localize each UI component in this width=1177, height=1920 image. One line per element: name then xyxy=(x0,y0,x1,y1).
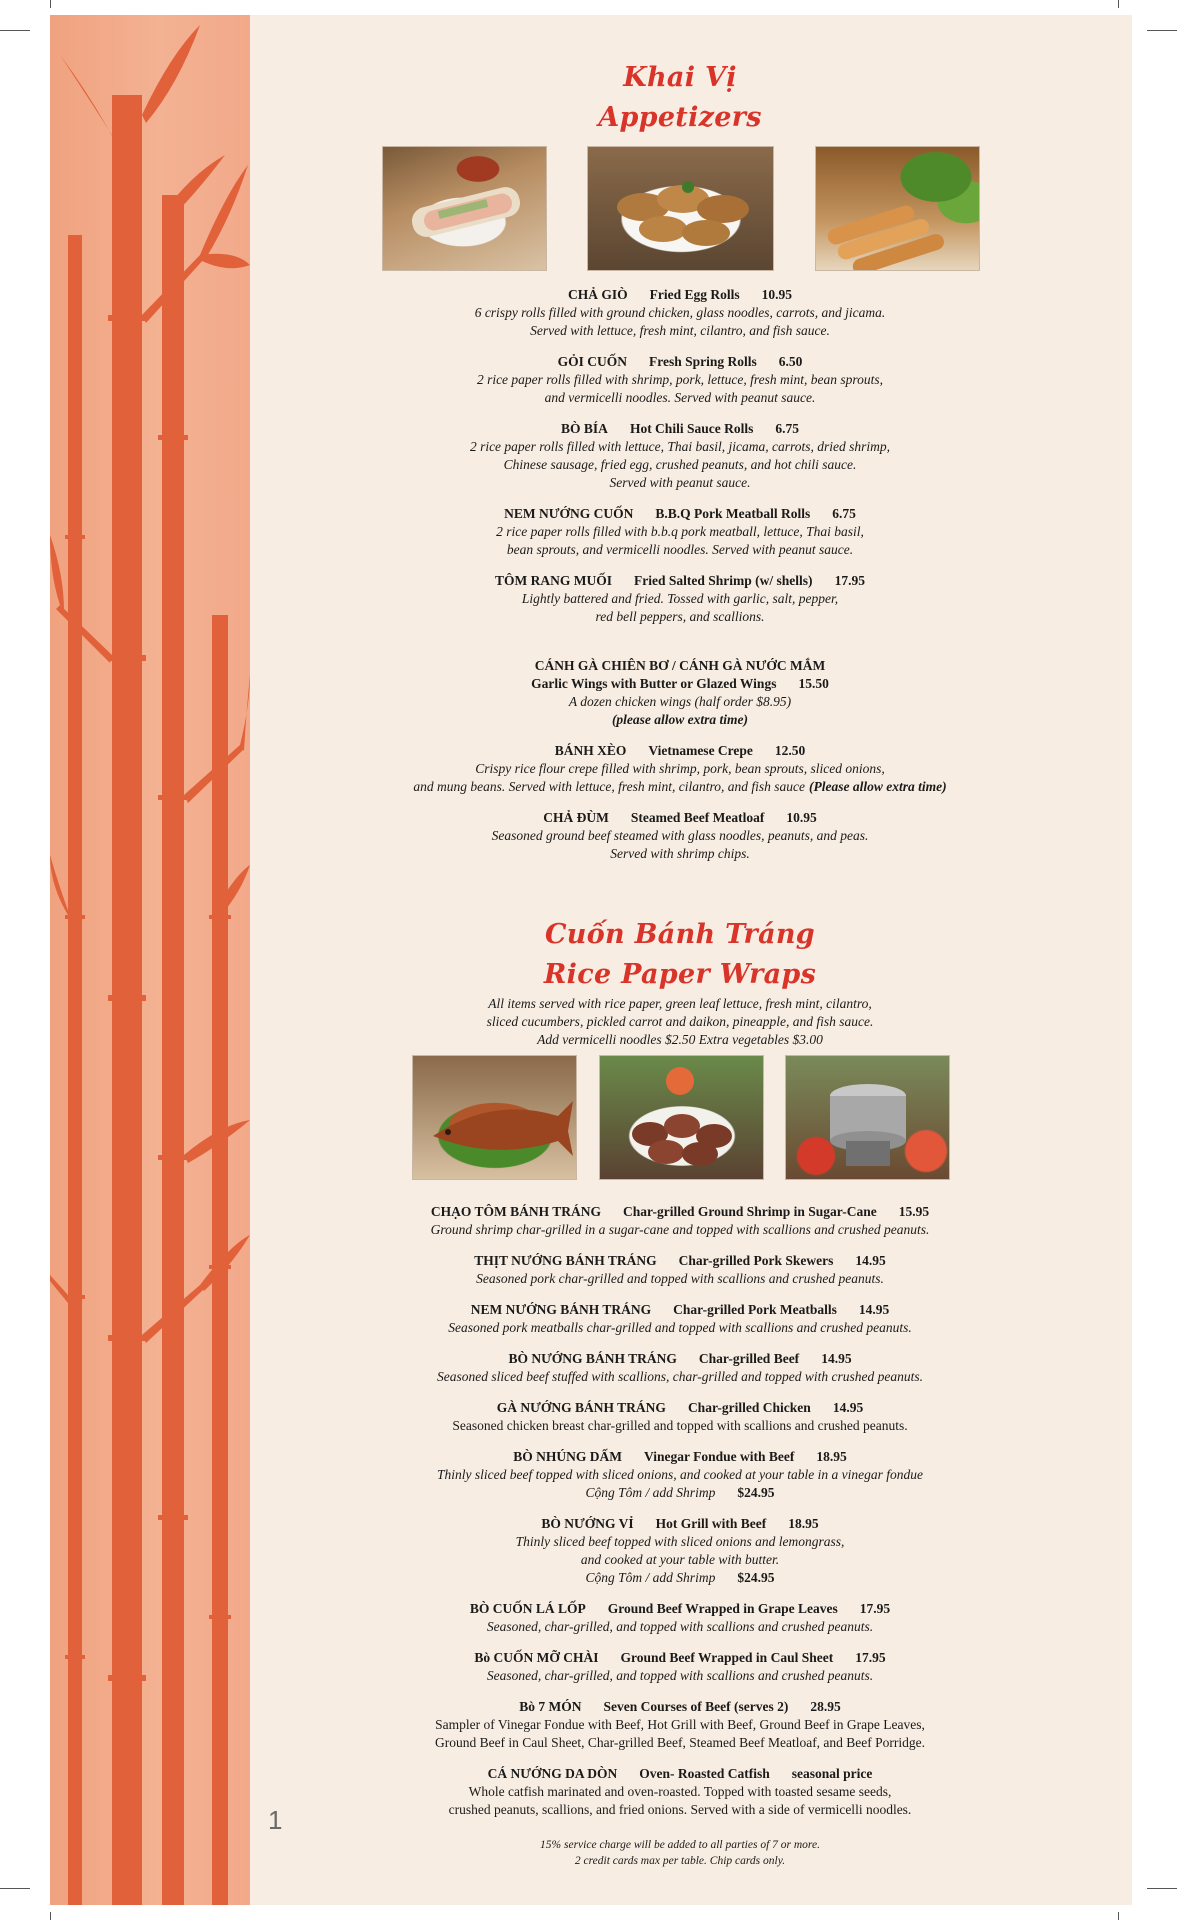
crop-mark xyxy=(1118,0,1119,8)
menu-item-heading xyxy=(250,1350,1110,1368)
menu-item-name-en: Char-grilled Pork Skewers xyxy=(678,1253,834,1268)
menu-item-description: bean sprouts, and vermicelli noodles. Served with peanut sauce. xyxy=(506,542,854,557)
appetizers-title-vi: Khai Vị xyxy=(623,62,737,93)
crop-mark xyxy=(1118,1912,1119,1920)
menu-item-name-vi: CÁ NƯỚNG DA DÒN xyxy=(487,1766,618,1781)
bamboo-icon xyxy=(50,15,250,1905)
addon-price: $24.95 xyxy=(737,1485,775,1500)
menu-item xyxy=(250,420,1110,492)
menu-item-description: A dozen chicken wings (half order $8.95) xyxy=(568,694,792,709)
beef-rolls-photo xyxy=(599,1055,764,1180)
menu-item xyxy=(250,1765,1110,1819)
page-number: 1 xyxy=(268,1805,283,1835)
menu-item-description: Sampler of Vinegar Fondue with Beef, Hot Grill with Beef, Ground Beef in Grape Leaves, xyxy=(435,1717,925,1732)
menu-item-heading xyxy=(250,1765,1110,1783)
menu-item-name-en: Hot Chili Sauce Rolls xyxy=(629,421,754,436)
menu-item-description: red bell peppers, and scallions. xyxy=(595,609,765,624)
menu-item-name-en: Char-grilled Beef xyxy=(698,1351,800,1366)
menu-item-heading xyxy=(250,1600,1110,1618)
menu-item-description: Seasoned ground beef steamed with glass noodles, peanuts, and peas. xyxy=(491,828,869,843)
menu-item-name-vi: TÔM RANG MUỐI xyxy=(495,573,613,588)
fondue-pot-photo xyxy=(785,1055,950,1180)
bamboo-decoration xyxy=(50,15,250,1905)
menu-item-description: crushed peanuts, scallions, and fried onions. Served with a side of vermicelli noodles. xyxy=(448,1802,912,1817)
meatballs-icon xyxy=(588,147,774,271)
footer-line: 2 credit cards max per table. Chip cards only. xyxy=(574,1855,786,1867)
menu-item-description: Ground shrimp char-grilled in a sugar-cane and topped with scallions and crushed peanuts. xyxy=(430,1222,930,1237)
menu-item-description: and cooked at your table with butter. xyxy=(580,1552,780,1567)
menu-item-price: 10.95 xyxy=(786,810,817,825)
menu-item xyxy=(250,1698,1110,1752)
menu-item-heading xyxy=(250,286,1110,304)
menu-item-heading xyxy=(250,809,1110,827)
menu-item-name-vi: BÒ NƯỚNG VỈ xyxy=(541,1516,634,1531)
menu-item-name-en: Oven- Roasted Catfish xyxy=(639,1766,770,1781)
menu-item-heading xyxy=(250,505,1110,523)
menu-item-name-vi: BÒ NHÚNG DẤM xyxy=(513,1449,622,1464)
meatball-skewers-photo xyxy=(587,146,774,271)
menu-item-description: Served with lettuce, fresh mint, cilantro, and fish sauce. xyxy=(530,323,830,338)
menu-item-name-vi: CÁNH GÀ CHIÊN BƠ / CÁNH GÀ NƯỚC MẮM xyxy=(534,658,826,673)
menu-item-description-text: and mung beans. Served with lettuce, fresh mint, cilantro, and fish sauce xyxy=(413,779,805,794)
menu-item-name-vi: Bò CUỐN MỠ CHÀI xyxy=(474,1650,599,1665)
menu-item-price: 18.95 xyxy=(788,1516,819,1531)
menu-item xyxy=(250,1515,1110,1587)
menu-item-name-vi: BÒ NƯỚNG BÁNH TRÁNG xyxy=(508,1351,677,1366)
menu-item-description: Seasoned sliced beef stuffed with scallions, char-grilled and topped with crushed peanuts. xyxy=(436,1369,924,1384)
menu-item-price: 17.95 xyxy=(834,573,865,588)
menu-item-price: 14.95 xyxy=(858,1302,890,1317)
menu-item-description: Served with peanut sauce. xyxy=(609,475,751,490)
spring-rolls-photo xyxy=(382,146,547,271)
menu-item-description: Chinese sausage, fried egg, crushed peanuts, and hot chili sauce. xyxy=(503,457,857,472)
menu-item-price: 10.95 xyxy=(761,287,792,302)
menu-item-name-en: Seven Courses of Beef (serves 2) xyxy=(603,1699,789,1714)
menu-item-name-en: Ground Beef Wrapped in Grape Leaves xyxy=(607,1601,838,1616)
menu-item-price: 12.50 xyxy=(774,743,806,758)
menu-item-name-vi: GỎI CUỐN xyxy=(557,354,627,369)
menu-item xyxy=(250,572,1110,626)
menu-item-description: 2 rice paper rolls filled with shrimp, pork, lettuce, fresh mint, bean sprouts, xyxy=(476,372,884,387)
menu-item-price: 17.95 xyxy=(855,1650,886,1665)
menu-item-heading xyxy=(250,420,1110,438)
menu-item-name-en: Hot Grill with Beef xyxy=(655,1516,767,1531)
fondue-pot-icon xyxy=(786,1056,950,1180)
menu-item-heading xyxy=(250,1649,1110,1667)
menu-item xyxy=(250,286,1110,340)
addon-label: Cộng Tôm / add Shrimp xyxy=(585,1570,716,1585)
menu-item-heading xyxy=(250,572,1110,590)
wraps-title-vi: Cuốn Bánh Tráng xyxy=(545,919,815,950)
menu-item-addon xyxy=(250,1484,1110,1502)
menu-item-description: and vermicelli noodles. Served with peanut sauce. xyxy=(544,390,816,405)
menu-item-description: Seasoned, char-grilled, and topped with scallions and crushed peanuts. xyxy=(486,1619,874,1634)
menu-item-heading xyxy=(250,742,1110,760)
crop-mark xyxy=(50,0,51,8)
crop-mark xyxy=(1147,30,1177,31)
egg-rolls-photo xyxy=(815,146,980,271)
menu-item-name-en: Fresh Spring Rolls xyxy=(648,354,757,369)
menu-item xyxy=(250,505,1110,559)
menu-item-name-vi: BÒ CUỐN LÁ LỐP xyxy=(469,1601,586,1616)
menu-item-description: Served with shrimp chips. xyxy=(610,846,750,861)
menu-item-description: Thinly sliced beef topped with sliced onions and lemongrass, xyxy=(515,1534,845,1549)
menu-content xyxy=(250,15,1132,1905)
menu-item-heading xyxy=(250,1399,1110,1417)
menu-item-addon xyxy=(250,1569,1110,1587)
menu-item-name-vi: CHẢ GIÒ xyxy=(567,287,628,302)
menu-item-description: Thinly sliced beef topped with sliced onions, and cooked at your table in a vinegar fondue xyxy=(437,1467,923,1482)
grilled-fish-photo xyxy=(412,1055,577,1180)
menu-item xyxy=(250,809,1110,863)
menu-item-description: Lightly battered and fried. Tossed with garlic, salt, pepper, xyxy=(521,591,839,606)
menu-item xyxy=(250,1301,1110,1337)
menu-item-name-vi: NEM NƯỚNG CUỐN xyxy=(504,506,634,521)
menu-item-name-vi: CHẢ ĐÙM xyxy=(543,810,609,825)
menu-item-description: Whole catfish marinated and oven-roasted. Topped with toasted sesame seeds, xyxy=(468,1784,892,1799)
menu-item-price: 14.95 xyxy=(821,1351,852,1366)
menu-item-heading xyxy=(250,1448,1110,1466)
menu-item xyxy=(250,1649,1110,1685)
menu-item-name-vi: GÀ NƯỚNG BÁNH TRÁNG xyxy=(496,1400,666,1415)
menu-item-price: 15.95 xyxy=(898,1204,930,1219)
menu-item xyxy=(250,1350,1110,1386)
menu-item-name-en: B.B.Q Pork Meatball Rolls xyxy=(655,506,811,521)
menu-item-description: Seasoned pork meatballs char-grilled and topped with scallions and crushed peanuts. xyxy=(448,1320,912,1335)
menu-item-price: 6.75 xyxy=(775,421,799,436)
menu-item-description: 2 rice paper rolls filled with lettuce, Thai basil, jicama, carrots, dried shrimp, xyxy=(469,439,891,454)
crop-mark xyxy=(50,1912,51,1920)
menu-item-name-en: Vinegar Fondue with Beef xyxy=(644,1449,795,1464)
menu-item-name-en: Char-grilled Chicken xyxy=(687,1400,811,1415)
menu-item-name-vi: BÒ BÍA xyxy=(561,421,608,436)
wraps-intro-line: All items served with rice paper, green leaf lettuce, fresh mint, cilantro, xyxy=(488,996,872,1011)
menu-item xyxy=(250,1448,1110,1502)
menu-item-heading xyxy=(250,1252,1110,1270)
menu-item-description: Ground Beef in Caul Sheet, Char-grilled Beef, Steamed Beef Meatloaf, and Beef Porridge. xyxy=(434,1735,926,1750)
menu-item xyxy=(250,1252,1110,1288)
menu-item-heading xyxy=(250,1515,1110,1533)
fish-icon xyxy=(413,1056,577,1180)
footer-line: 15% service charge will be added to all parties of 7 or more. xyxy=(540,1839,820,1851)
menu-item xyxy=(250,1203,1110,1239)
menu-item-name-vi: CHẠO TÔM BÁNH TRÁNG xyxy=(430,1204,601,1219)
menu-item-name-en: Ground Beef Wrapped in Caul Sheet xyxy=(620,1650,834,1665)
menu-item-price: 6.50 xyxy=(778,354,803,369)
menu-item-heading xyxy=(250,353,1110,371)
menu-item-name-vi: THỊT NƯỚNG BÁNH TRÁNG xyxy=(474,1253,657,1268)
menu-item-description: 6 crispy rolls filled with ground chicken, glass noodles, carrots, and jicama. xyxy=(474,305,886,320)
crop-mark xyxy=(0,30,30,31)
menu-item-name-vi: NEM NƯỚNG BÁNH TRÁNG xyxy=(470,1302,652,1317)
beef-rolls-icon xyxy=(600,1056,764,1180)
crop-mark xyxy=(0,1888,30,1889)
menu-item-price: seasonal price xyxy=(791,1766,873,1781)
menu-item xyxy=(250,742,1110,796)
menu-item-price: 17.95 xyxy=(859,1601,891,1616)
wraps-intro xyxy=(250,995,1110,1049)
menu-item-name-en: Garlic Wings with Butter or Glazed Wings xyxy=(531,676,777,691)
menu-item-description: Seasoned pork char-grilled and topped with scallions and crushed peanuts. xyxy=(476,1271,884,1286)
menu-item-price: 18.95 xyxy=(816,1449,847,1464)
menu-item-heading xyxy=(250,1301,1110,1319)
menu-item-name-en: Vietnamese Crepe xyxy=(648,743,753,758)
menu-item xyxy=(250,353,1110,407)
menu-item-name-en: Fried Egg Rolls xyxy=(649,287,740,302)
menu-item xyxy=(250,657,1110,729)
wraps-intro-line: Add vermicelli noodles $2.50 Extra vegetables $3.00 xyxy=(537,1032,823,1047)
menu-item-name-en: Char-grilled Pork Meatballs xyxy=(673,1302,837,1317)
addon-price: $24.95 xyxy=(737,1570,775,1585)
menu-item-price: 14.95 xyxy=(855,1253,886,1268)
spring-rolls-icon xyxy=(383,147,547,271)
menu-item-name-en: Steamed Beef Meatloaf xyxy=(630,810,765,825)
menu-item-price: 14.95 xyxy=(832,1400,864,1415)
menu-item-heading xyxy=(250,1203,1110,1221)
menu-item-description: Crispy rice flour crepe filled with shrimp, pork, bean sprouts, sliced onions, xyxy=(475,761,885,776)
menu-item-price: 6.75 xyxy=(832,506,856,521)
appetizers-title-en: Appetizers xyxy=(598,102,762,133)
menu-item-heading xyxy=(250,657,1110,693)
footer-note xyxy=(250,1837,1110,1869)
menu-item-note: (please allow extra time) xyxy=(611,712,749,727)
egg-rolls-icon xyxy=(816,147,980,271)
menu-item-name-vi: Bò 7 MÓN xyxy=(519,1699,582,1714)
addon-label: Cộng Tôm / add Shrimp xyxy=(585,1485,716,1500)
menu-item-description xyxy=(250,778,1110,796)
menu-item-name-en: Char-grilled Ground Shrimp in Sugar-Cane xyxy=(622,1204,877,1219)
crop-mark xyxy=(1147,1888,1177,1889)
wraps-title-en: Rice Paper Wraps xyxy=(543,959,817,990)
menu-item-note: (Please allow extra time) xyxy=(808,779,947,794)
menu-item-description: 2 rice paper rolls filled with b.b.q pork meatball, lettuce, Thai basil, xyxy=(496,524,864,539)
menu-item-description: Seasoned, char-grilled, and topped with scallions and crushed peanuts. xyxy=(486,1668,874,1683)
wraps-intro-line: sliced cucumbers, pickled carrot and daikon, pineapple, and fish sauce. xyxy=(486,1014,874,1029)
menu-item-name-en: Fried Salted Shrimp (w/ shells) xyxy=(634,573,813,588)
menu-item xyxy=(250,1399,1110,1435)
menu-item-price: 28.95 xyxy=(810,1699,841,1714)
menu-item-description: Seasoned chicken breast char-grilled and topped with scallions and crushed peanuts. xyxy=(452,1418,908,1433)
menu-item-heading xyxy=(250,1698,1110,1716)
menu-item-name-vi: BÁNH XÈO xyxy=(554,743,627,758)
menu-item-price: 15.50 xyxy=(798,676,829,691)
menu-item xyxy=(250,1600,1110,1636)
